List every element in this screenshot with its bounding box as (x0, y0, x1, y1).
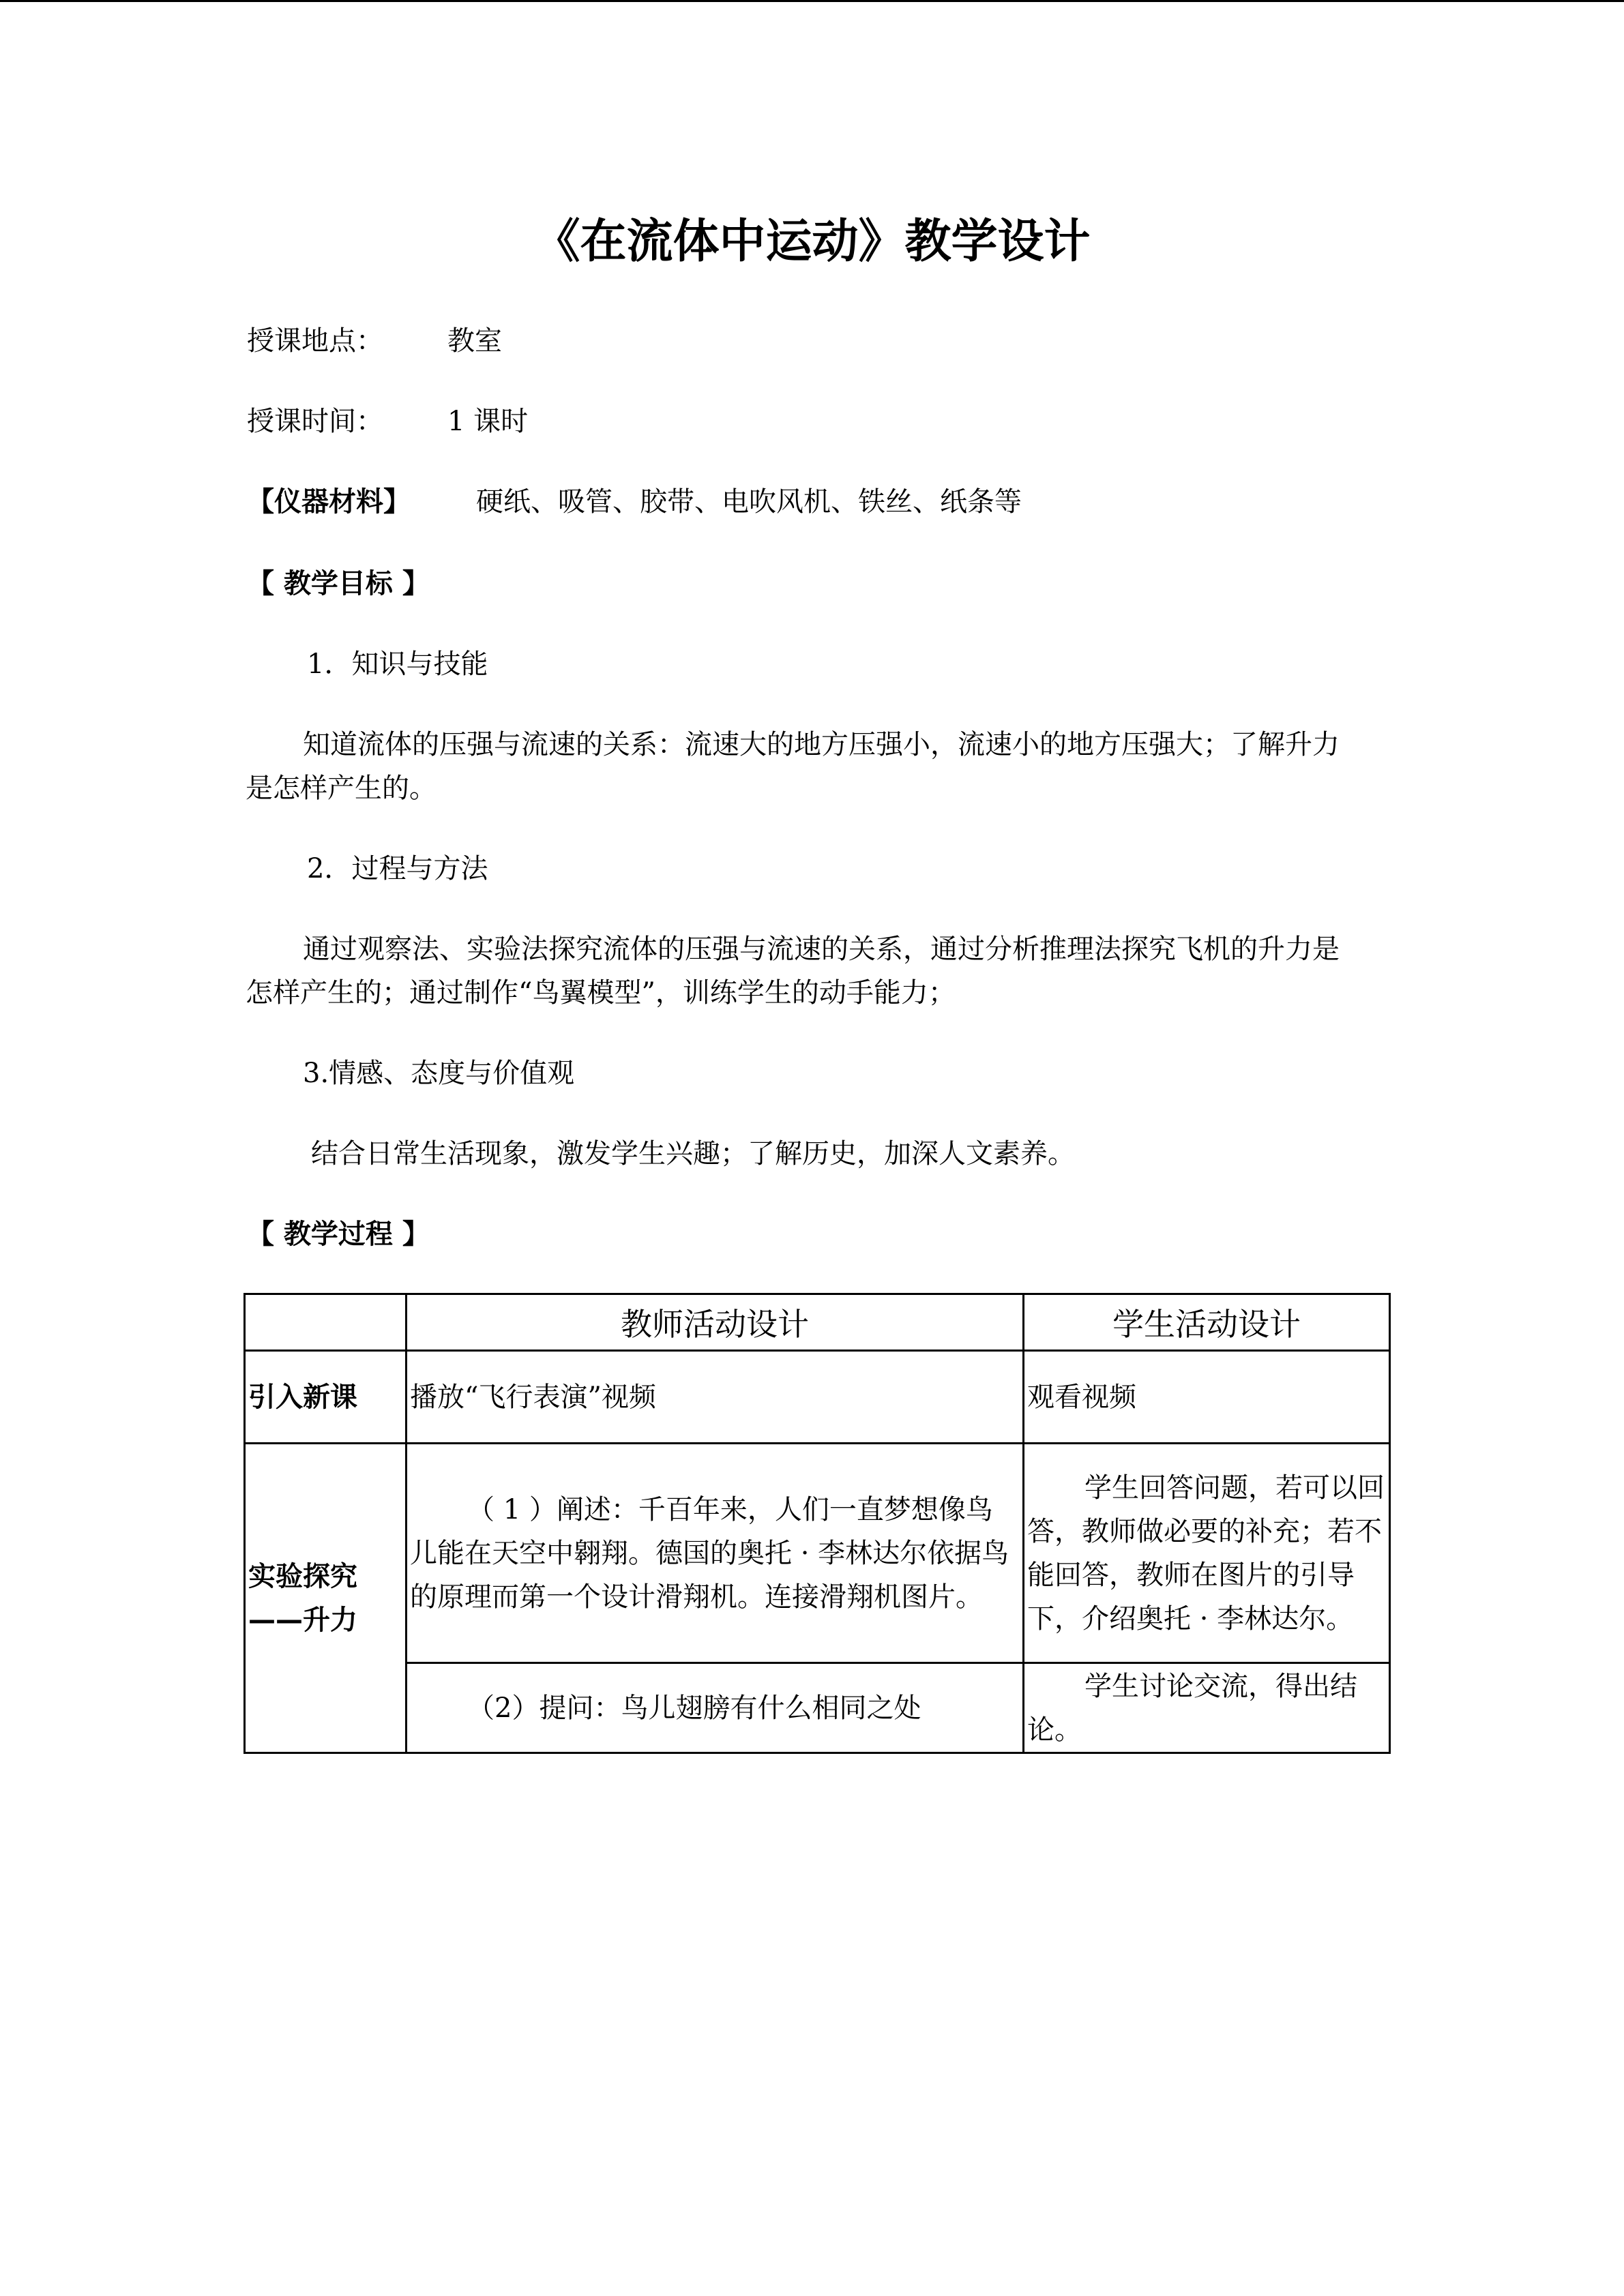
document-title: 《在流体中运动》教学设计 (533, 215, 1091, 269)
student-cell: 学生讨论交流，得出结论。 (1024, 1663, 1390, 1753)
page-top-border (0, 0, 1624, 2)
table-row (245, 1444, 1390, 1663)
table-row (245, 1663, 1390, 1753)
teacher-cell: 播放“飞行表演”视频 (407, 1351, 1024, 1444)
goal-3-heading: 3.情感、态度与价值观 (303, 1058, 575, 1089)
goal-1-text: 知道流体的压强与流速的关系：流速大的地方压强小，流速小的地方压强大；了解升力是怎样产生的。 (246, 729, 1340, 804)
goal-3-text: 结合日常生活现象，激发学生兴趣；了解历史，加深人文素养。 (311, 1138, 1075, 1169)
teacher-cell: （2）提问：鸟儿翅膀有什么相同之处 (407, 1663, 1024, 1753)
header-empty (245, 1294, 407, 1351)
materials-value: 硬纸、吸管、胶带、电吹风机、铁丝、纸条等 (476, 486, 1022, 518)
goal-2-heading: 2．过程与方法 (307, 853, 488, 884)
table-row (245, 1351, 1390, 1444)
location-label: 授课地点： (247, 325, 383, 357)
goal-2-text: 通过观察法、实验法探究流体的压强与流速的关系，通过分析推理法探究飞机的升力是怎样产生的；通过制作“鸟翼模型”，训练学生的动手能力； (246, 934, 1340, 1009)
time-label: 授课时间： (247, 406, 383, 437)
process-heading: 【 教学过程 】 (247, 1219, 430, 1250)
header-student: 学生活动设计 (1024, 1294, 1390, 1351)
location-value: 教室 (447, 325, 502, 357)
row-label-experiment: 实验探究——升力 (245, 1444, 407, 1753)
header-teacher: 教师活动设计 (407, 1294, 1024, 1351)
process-table (243, 1293, 1391, 1754)
materials-label: 【仪器材料】 (247, 486, 411, 518)
goals-heading: 【 教学目标 】 (247, 568, 430, 599)
teacher-cell: （ 1 ）阐述：千百年来，人们一直梦想像鸟儿能在天空中翱翔。德国的奥托 · 李林达尔依据鸟的原理而第一个设计滑翔机。连接滑翔机图片。 (407, 1444, 1024, 1663)
student-cell: 观看视频 (1024, 1351, 1390, 1444)
table-header-row (245, 1294, 1390, 1351)
goal-1-heading: 1．知识与技能 (307, 648, 488, 680)
time-value: 1 课时 (447, 406, 529, 437)
student-cell: 学生回答问题，若可以回答，教师做必要的补充；若不能回答，教师在图片的引导下，介绍奥托 · 李林达尔。 (1024, 1444, 1390, 1663)
row-label-intro: 引入新课 (245, 1351, 407, 1444)
